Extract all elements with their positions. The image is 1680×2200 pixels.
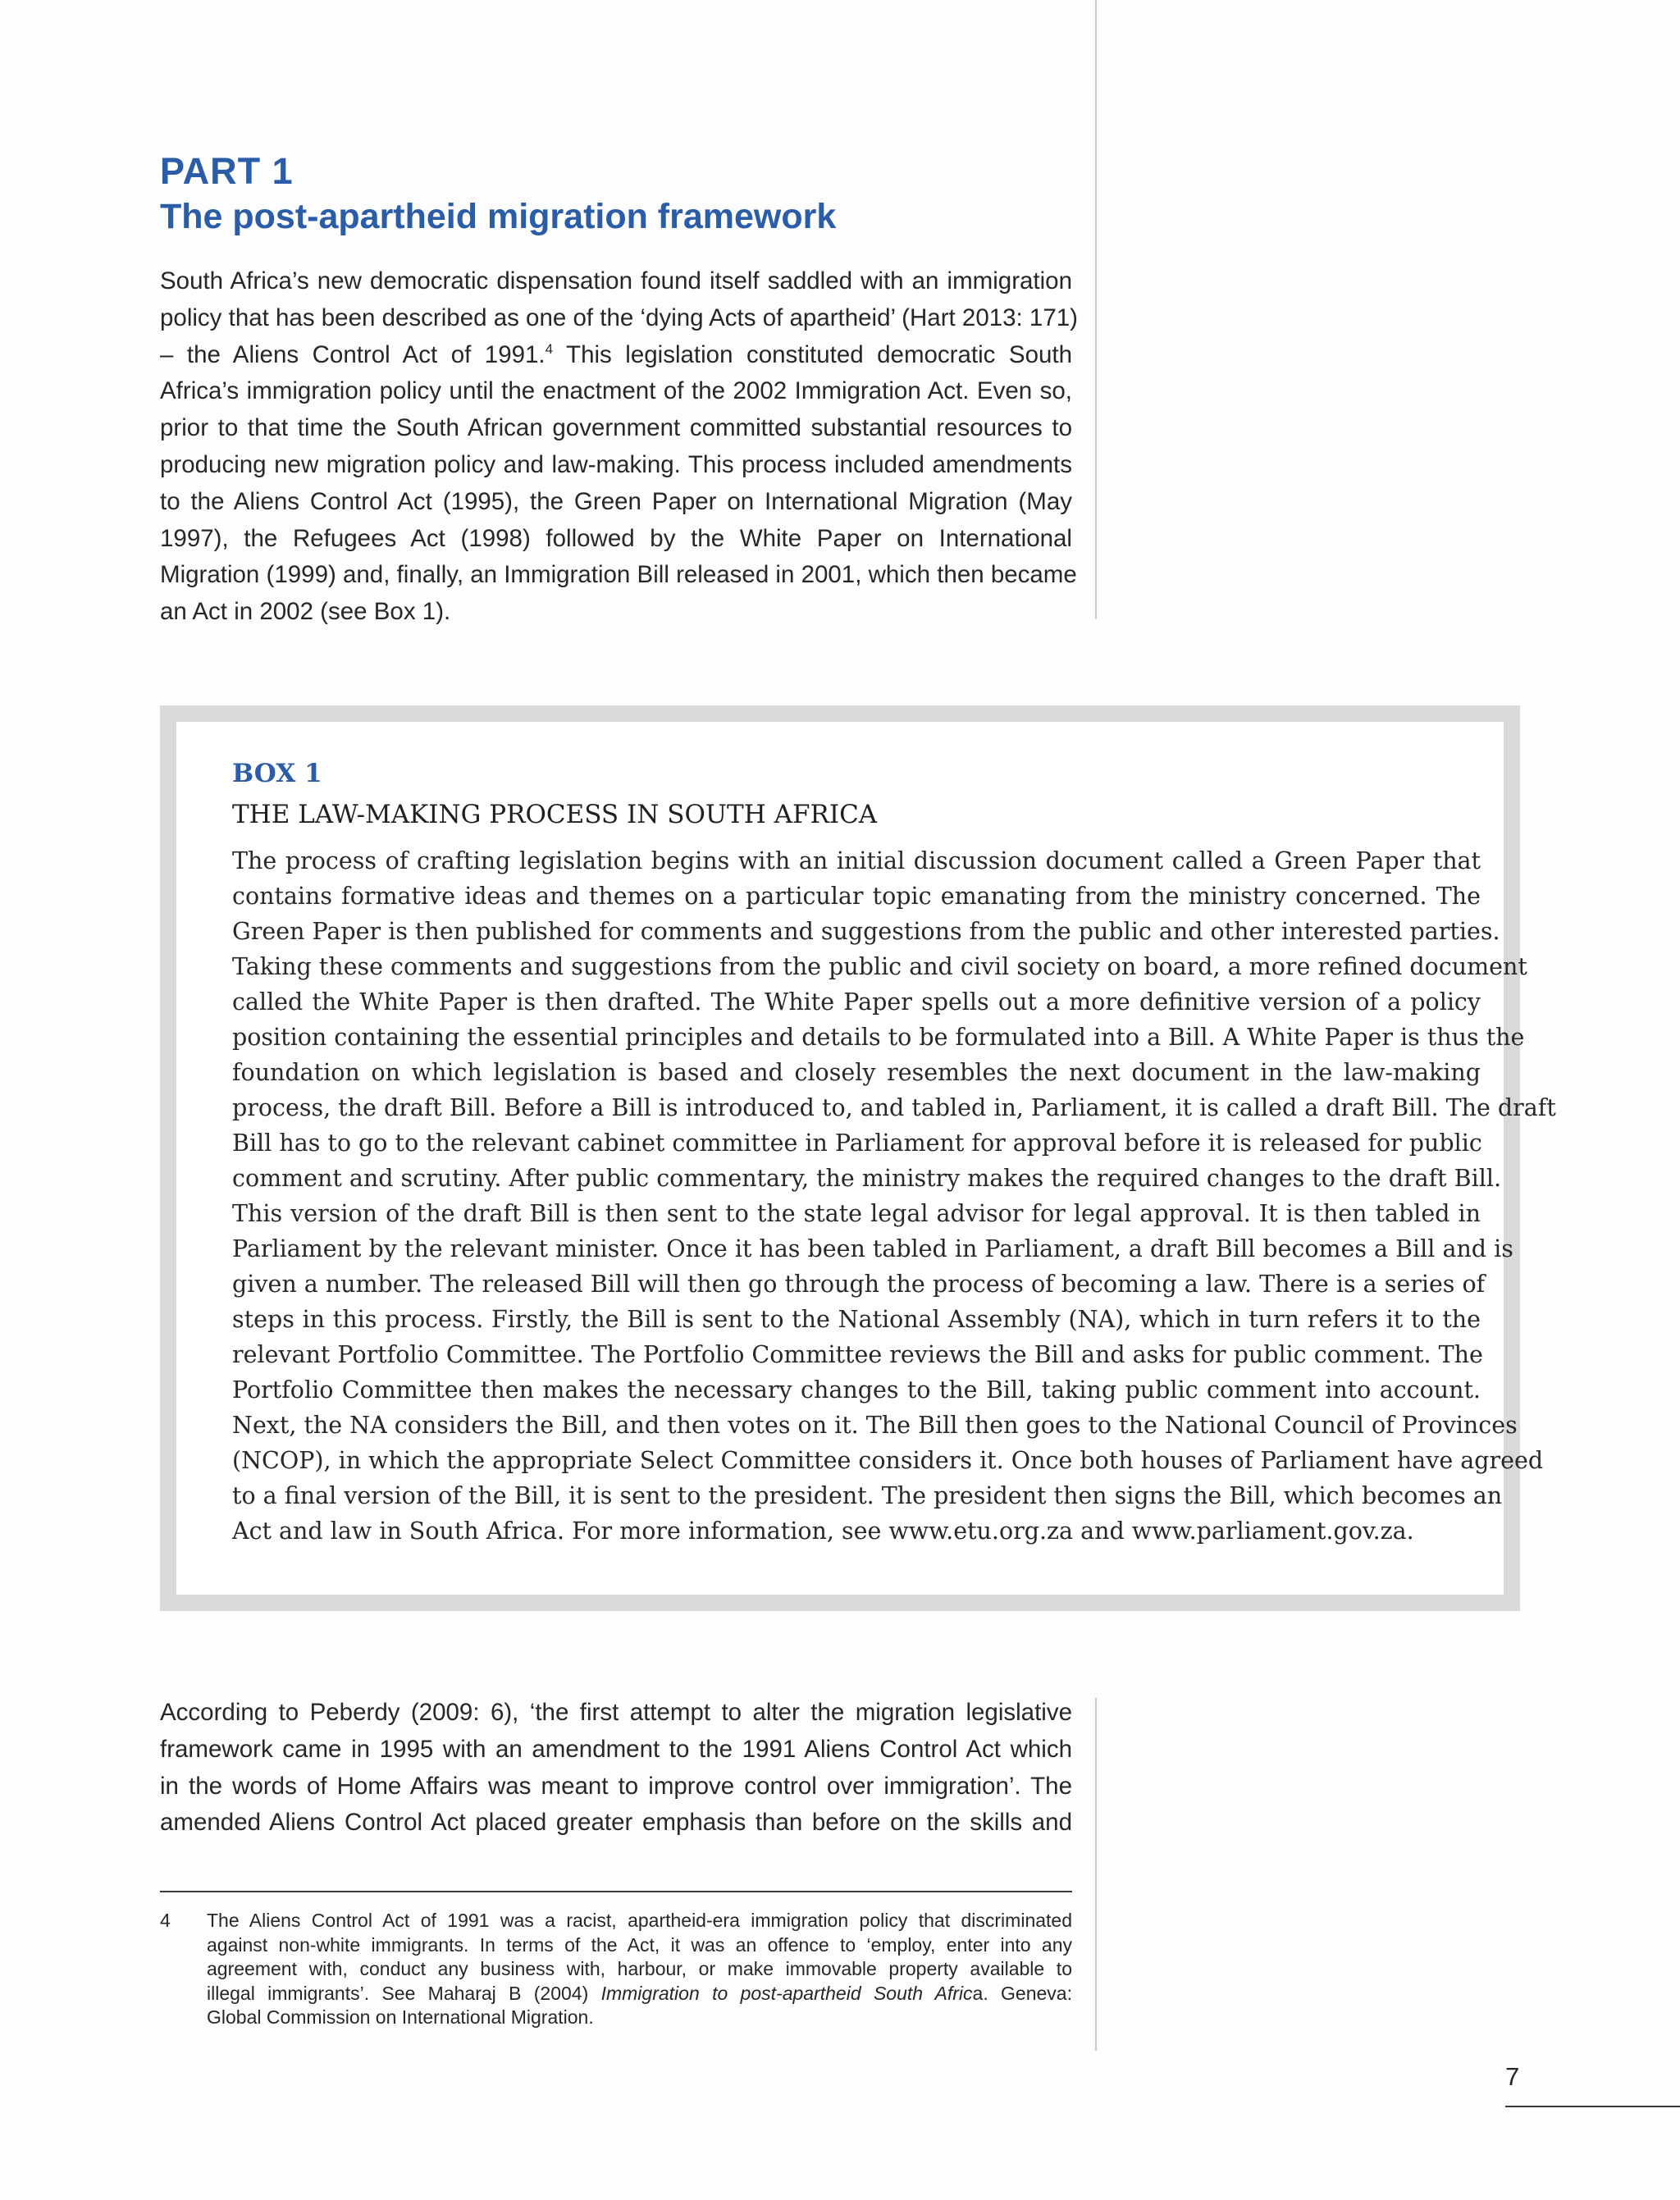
box-line: called the White Paper is then drafted. The White Paper spells out a more definitive version of a policy [232,988,1481,1016]
footnote-number: 4 [160,1910,171,1931]
continuation-paragraph [160,1695,1072,1842]
intro-line: Africa’s immigration policy until the enactment of the 2002 Immigration Act. Even so, [160,377,1072,405]
continuation-line: amended Aliens Control Act placed greater emphasis than before on the skills and [160,1809,1072,1837]
page-number: 7 [1505,2062,1520,2091]
column-rule-bottom [1095,1698,1097,2051]
box-line: foundation on which legislation is based and closely resembles the next document in the law-making [232,1059,1481,1086]
box-paragraph [232,843,1556,1549]
intro-line-tail: This legislation constituted democratic South [553,340,1072,368]
box-line: Parliament by the relevant minister. Once it has been tabled in Parliament, a draft Bill becomes a Bill and is [232,1235,1513,1262]
footnote-book-title: Immigration to post-apartheid South Afric [600,1982,973,2004]
box-line: Taking these comments and suggestions from the public and civil society on board, a more refined document [232,953,1527,980]
box-1-content [176,722,1556,1595]
footnote-line-start: illegal immigrants’. See Maharaj B (2004) [207,1982,601,2004]
footnote-line: against non-white immigrants. In terms of the Act, it was an offence to ‘employ, enter into any [207,1933,1072,1956]
box-line: Act and law in South Africa. For more information, see www.etu.org.za and www.parliament.gov.za. [232,1518,1414,1545]
box-line: Green Paper is then published for comments and suggestions from the public and other interested parties. [232,918,1500,945]
part-label: PART 1 [160,150,294,192]
continuation-line: framework came in 1995 with an amendment to the 1991 Aliens Control Act which [160,1735,1072,1763]
footnote-reference[interactable]: 4 [545,340,554,357]
box-line: comment and scrutiny. After public commentary, the ministry makes the required changes to the draft Bill. [232,1165,1502,1192]
footnote-line: agreement with, conduct any business with, harbour, or make immovable property available to [207,1958,1072,1979]
intro-line: 1997), the Refugees Act (1998) followed by the White Paper on International [160,524,1072,552]
box-line: to a final version of the Bill, it is sent to the president. The president then signs the Bill, which becomes an [232,1482,1503,1509]
box-line: contains formative ideas and themes on a particular topic emanating from the ministry concerned. The [232,883,1481,910]
intro-paragraph [160,263,1078,631]
box-line: given a number. The released Bill will then go through the process of becoming a law. There is a series of [232,1271,1486,1298]
footnote-divider [160,1891,1072,1892]
footnote-line: Global Commission on International Migration. [207,2006,594,2028]
page-number-rule [1505,2106,1680,2107]
box-line: The process of crafting legislation begins with an initial discussion document called a Green Paper that [232,847,1481,874]
footnote-text [207,1909,1072,2030]
box-line: relevant Portfolio Committee. The Portfolio Committee reviews the Bill and asks for public comment. The [232,1341,1483,1368]
box-line: Portfolio Committee then makes the necessary changes to the Bill, taking public comment into account. [232,1376,1481,1404]
footnote-line: The Aliens Control Act of 1991 was a racist, apartheid-era immigration policy that discriminated [207,1910,1072,1931]
column-rule-top [1095,0,1097,619]
intro-line [160,337,1072,374]
footnote-line [207,1982,1072,2006]
box-title: THE LAW-MAKING PROCESS IN SOUTH AFRICA [232,800,878,829]
box-line: position containing the essential principles and details to be formulated into a Bill. A White Paper is thus the [232,1024,1525,1051]
intro-line: producing new migration policy and law-making. This process included amendments [160,450,1072,478]
continuation-line: in the words of Home Affairs was meant to improve control over immigration’. The [160,1772,1072,1800]
intro-line-start: – the Aliens Control Act of 1991. [160,340,546,368]
box-line: steps in this process. Firstly, the Bill is sent to the National Assembly (NA), which in turn refers it to the [232,1306,1481,1333]
continuation-line: According to Peberdy (2009: 6), ‘the first attempt to alter the migration legislative [160,1699,1072,1726]
intro-line: policy that has been described as one of the ‘dying Acts of apartheid’ (Hart 2013: 171) [160,304,1078,331]
intro-line: prior to that time the South African government committed substantial resources to [160,414,1072,442]
box-line: process, the draft Bill. Before a Bill is introduced to, and tabled in, Parliament, it is called a draft Bill. The draft [232,1094,1556,1121]
footnote-line-end: a. Geneva: [972,1982,1072,2004]
intro-line: an Act in 2002 (see Box 1). [160,598,451,626]
intro-line: Migration (1999) and, finally, an Immigration Bill released in 2001, which then became [160,561,1077,589]
intro-line: to the Aliens Control Act (1995), the Green Paper on International Migration (May [160,487,1072,515]
intro-line: South Africa’s new democratic dispensation found itself saddled with an immigration [160,267,1072,294]
box-line: This version of the draft Bill is then sent to the state legal advisor for legal approval. It is then tabled in [232,1200,1481,1227]
box-line: (NCOP), in which the appropriate Select Committee considers it. Once both houses of Parliament have agreed [232,1447,1544,1474]
box-1 [160,705,1556,1611]
page-title: The post-apartheid migration framework [160,197,837,236]
box-line: Next, the NA considers the Bill, and then votes on it. The Bill then goes to the National Council of Provinces [232,1412,1518,1439]
box-line: Bill has to go to the relevant cabinet committee in Parliament for approval before it is released for public [232,1130,1482,1157]
box-label: BOX 1 [232,759,322,788]
